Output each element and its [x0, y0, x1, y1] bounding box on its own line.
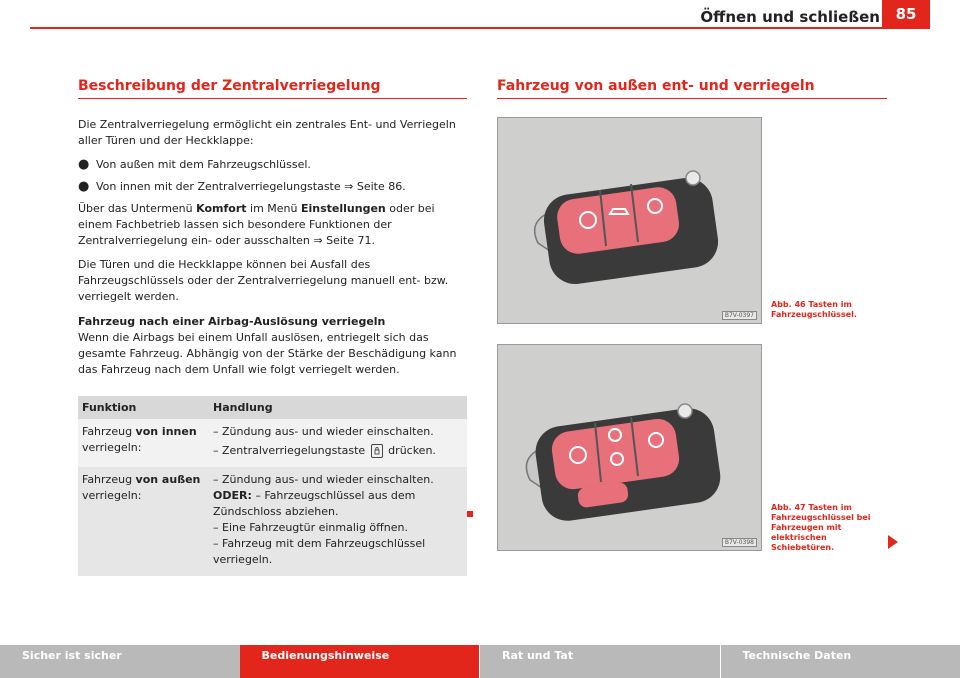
next-page-arrow-icon[interactable] — [888, 535, 898, 549]
footer-tab-bedienungshinweise[interactable]: Bedienungshinweise — [240, 645, 480, 678]
bullet-item — [78, 157, 467, 173]
bullet-text[interactable]: Von innen mit der Zentralverriegelungstaste ⇒ Seite 86. — [96, 180, 406, 193]
text: von außen — [135, 473, 201, 486]
action-line: – Zündung aus- und wieder einschalten. — [213, 425, 434, 438]
text: verriegeln: — [82, 441, 142, 454]
airbag-subheading: Fahrzeug nach einer Airbag-Auslösung verriegeln — [78, 315, 386, 328]
table-cell-function — [78, 467, 209, 576]
table-cell-action — [209, 467, 467, 576]
figure-code: B7V-0398 — [722, 538, 757, 547]
table-header: Funktion — [78, 396, 209, 419]
text: Fahrzeug — [82, 425, 136, 438]
left-section-title: Beschreibung der Zentralverriegelung — [78, 78, 467, 99]
text-with-link[interactable]: oder bei einem Fachbetrieb lassen sich besondere Funktionen der Zentralverriegelung ein- oder ausschalten ⇒ Seite 71. — [78, 202, 435, 247]
menu-name: Einstellungen — [301, 202, 386, 215]
footer-nav — [0, 645, 960, 678]
settings-paragraph — [78, 201, 467, 249]
key-fob-image — [498, 118, 761, 323]
text: Über das Untermenü — [78, 202, 197, 215]
footer-tab-technische-daten[interactable]: Technische Daten — [720, 645, 960, 678]
text: von innen — [135, 425, 197, 438]
table-row — [78, 467, 467, 576]
action-line — [213, 443, 463, 459]
right-column — [497, 78, 887, 117]
footer-tab-sicher-ist-sicher[interactable]: Sicher ist sicher — [0, 645, 240, 678]
right-section-title: Fahrzeug von außen ent- und verriegeln — [497, 78, 887, 99]
header-divider — [30, 27, 930, 29]
bullet-dot-icon: ● — [78, 157, 90, 172]
figure-code: B7V-0397 — [722, 311, 757, 320]
figure-caption: Abb. 46 Tasten im Fahrzeugschlüssel. — [771, 300, 857, 319]
airbag-paragraph: Wenn die Airbags bei einem Unfall auslösen, entriegelt sich das gesamte Fahrzeug. Abhängig von der Stärke der Beschädigung kann das Fahrzeug nach dem Unfall wie folgt verriegelt werden. — [78, 331, 457, 376]
text: – Zentralverriegelungstaste — [213, 444, 369, 457]
action-line: – Zündung aus- und wieder einschalten. — [213, 473, 434, 486]
lock-procedure-table — [78, 396, 467, 576]
left-column — [78, 78, 467, 576]
bullet-dot-icon: ● — [78, 179, 90, 194]
page-number: 85 — [882, 0, 930, 28]
bullet-item — [78, 179, 467, 195]
table-header: Handlung — [209, 396, 467, 419]
menu-name: Komfort — [196, 202, 247, 215]
figure-key-fob — [497, 117, 762, 324]
key-fob-image — [498, 345, 761, 550]
page-header-title: Öffnen und schließen — [700, 8, 880, 26]
text: im Menü — [246, 202, 301, 215]
text: verriegeln: — [82, 489, 142, 502]
central-lock-key-icon — [371, 444, 383, 458]
section-end-marker — [467, 511, 473, 517]
action-line: – Eine Fahrzeugtür einmalig öffnen. — [213, 521, 408, 534]
text: ODER: — [213, 489, 252, 502]
manual-paragraph: Die Türen und die Heckklappe können bei Ausfall des Fahrzeugschlüssels oder der Zentralverriegelung manuell ent- bzw. verriegelt werden. — [78, 258, 449, 303]
table-row — [78, 419, 467, 467]
table-cell-function — [78, 419, 209, 467]
intro-paragraph: Die Zentralverriegelung ermöglicht ein zentrales Ent- und Verriegeln aller Türen und der Heckklappe: — [78, 118, 456, 147]
text: Fahrzeug — [82, 473, 136, 486]
text: – Fahrzeugschlüssel aus dem Zündschloss abziehen. — [213, 489, 416, 518]
text: drücken. — [384, 444, 436, 457]
figure-key-fob-sliding-doors — [497, 344, 762, 551]
bullet-text: Von außen mit dem Fahrzeugschlüssel. — [96, 158, 311, 171]
table-cell-action — [209, 419, 467, 467]
footer-tab-rat-und-tat[interactable]: Rat und Tat — [479, 645, 720, 678]
action-line — [213, 488, 463, 520]
figure-caption: Abb. 47 Tasten im Fahrzeugschlüssel bei Fahrzeugen mit elektrischen Schiebetüren. — [771, 503, 871, 552]
action-line: – Fahrzeug mit dem Fahrzeugschlüssel verriegeln. — [213, 537, 426, 566]
